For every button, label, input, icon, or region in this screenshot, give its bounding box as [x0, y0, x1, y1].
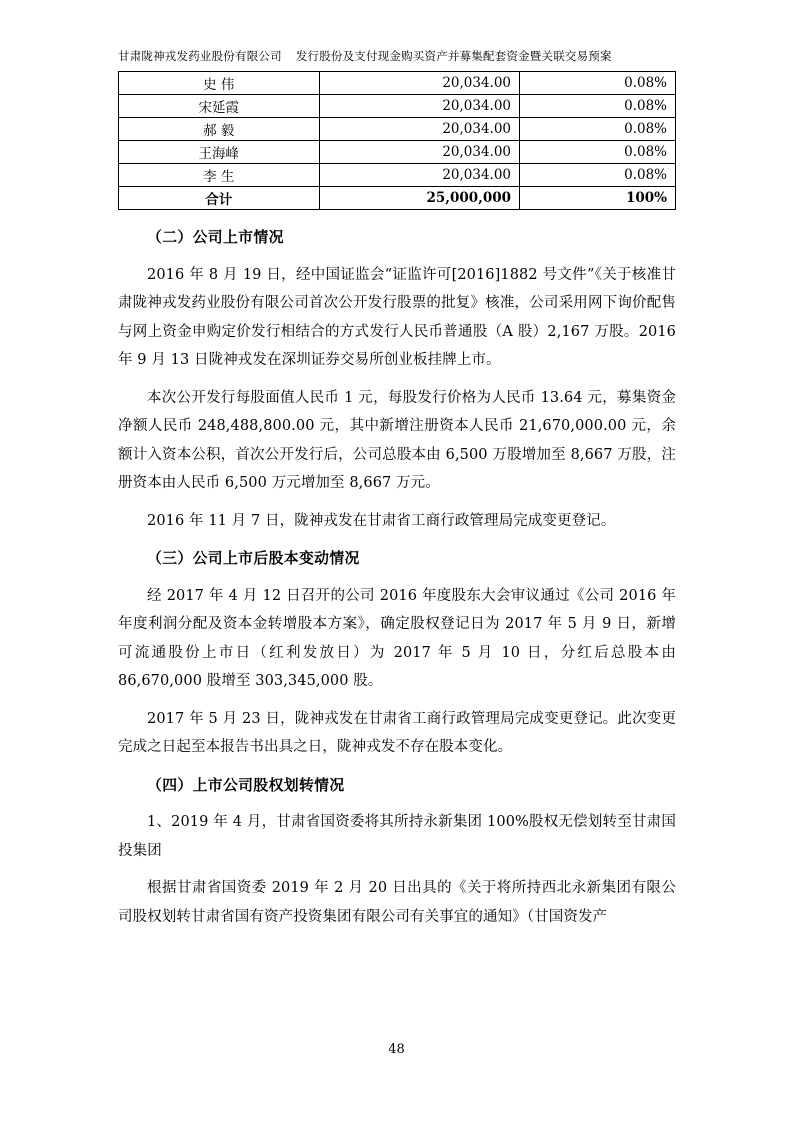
table-total-row	[119, 187, 676, 210]
cell-name: 郝 毅	[119, 118, 320, 141]
table-row	[119, 72, 676, 95]
cell-name: 李 生	[119, 164, 320, 187]
page-number: 48	[388, 1042, 405, 1057]
cell-percent: 0.08%	[520, 164, 676, 187]
shareholder-table	[118, 71, 676, 210]
cell-total-label: 合计	[119, 187, 320, 210]
table-row	[119, 118, 676, 141]
paragraph: 2016 年 8 月 19 日，经中国证监会“证监许可[2016]1882 号文件”《关于核准甘肃陇神戎发药业股份有限公司首次公开发行股票的批复》核准，公司采用网下询价配售与网上资金申购定价发行相结合的方式发行人民币普通股（A 股）2,167 万股。2016 年 9 月 13 日陇神戎发在深圳证券交易所创业板挂牌上市。	[118, 266, 676, 369]
cell-amount: 20,034.00	[319, 164, 520, 187]
cell-total-amount: 25,000,000	[319, 187, 520, 210]
section-heading-4: （四）上市公司股权划转情况	[147, 776, 345, 794]
cell-name: 宋延霞	[119, 95, 320, 118]
section-heading-3: （三）公司上市后股本变动情况	[147, 550, 360, 568]
cell-amount: 20,034.00	[319, 141, 520, 164]
paragraph: 2016 年 11 月 7 日，陇神戎发在甘肃省工商行政管理局完成变更登记。	[147, 512, 616, 529]
cell-percent: 0.08%	[520, 72, 676, 95]
header-title: 发行股份及支付现金购买资产并募集配套资金暨关联交易预案	[295, 49, 612, 63]
paragraph: 经 2017 年 4 月 12 日召开的公司 2016 年度股东大会审议通过《公司 2016 年年度利润分配及资本金转增股本方案》，确定股权登记日为 2017 年 5 月 9 日，新增可流通股份上市日（红利发放日）为 2017 年 5 月 10 日，分红后总股本由 86,670,000 股增至 303,345,000 股。	[118, 587, 676, 690]
cell-percent: 0.08%	[520, 118, 676, 141]
page-header	[118, 48, 676, 64]
cell-percent: 0.08%	[520, 141, 676, 164]
table-row	[119, 95, 676, 118]
header-company: 甘肃陇神戎发药业股份有限公司	[118, 49, 282, 63]
cell-name: 史 伟	[119, 72, 320, 95]
page-content	[118, 48, 676, 940]
cell-total-percent: 100%	[520, 187, 676, 210]
cell-amount: 20,034.00	[319, 95, 520, 118]
cell-name: 王海峰	[119, 141, 320, 164]
cell-percent: 0.08%	[520, 95, 676, 118]
paragraph: 2017 年 5 月 23 日，陇神戎发在甘肃省工商行政管理局完成变更登记。此次变更完成之日起至本报告书出具之日，陇神戎发不存在股本变化。	[118, 710, 676, 756]
table-row	[119, 164, 676, 187]
paragraph: 本次公开发行每股面值人民币 1 元，每股发行价格为人民币 13.64 元，募集资金净额人民币 248,488,800.00 元，其中新增注册资本人民币 21,670,000.00 元，余额计入资本公积，首次公开发行后，公司总股本由 6,500 万股增加至 8,667 万股，注册资本由人民币 6,500 万元增加至 8,667 万元。	[118, 389, 676, 492]
section-heading-2: （二）公司上市情况	[147, 229, 284, 247]
cell-amount: 20,034.00	[319, 118, 520, 141]
paragraph: 根据甘肃省国资委 2019 年 2 月 20 日出具的《关于将所持西北永新集团有限公司股权划转甘肃省国有资产投资集团有限公司有关事宜的通知》（甘国资发产	[118, 880, 676, 925]
cell-amount: 20,034.00	[319, 72, 520, 95]
paragraph: 1、2019 年 4 月，甘肃省国资委将其所持永新集团 100%股权无偿划转至甘肃国投集团	[118, 814, 676, 859]
table-body	[119, 72, 676, 210]
table-row	[119, 141, 676, 164]
